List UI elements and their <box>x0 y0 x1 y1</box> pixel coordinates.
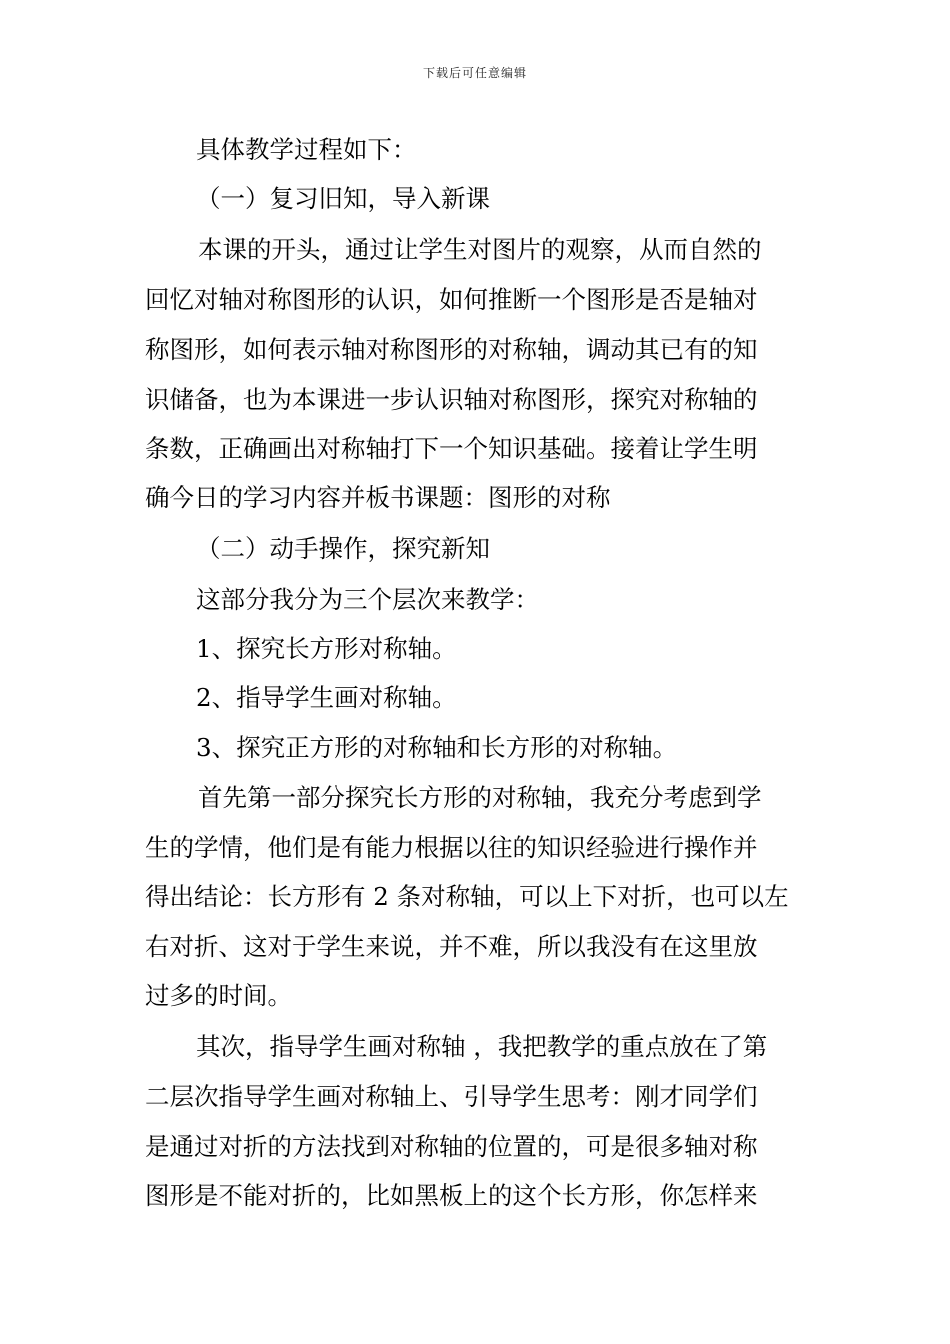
paragraph-line: 是通过对折的方法找到对称轴的位置的，可是很多轴对称 <box>145 1132 758 1161</box>
paragraph-line: 具体教学过程如下： <box>196 135 417 164</box>
paragraph-line: 回忆对轴对称图形的认识，如何推断一个图形是否是轴对 <box>145 285 758 314</box>
list-item: 2、指导学生画对称轴。 <box>196 683 457 712</box>
paragraph-line: 条数，正确画出对称轴打下一个知识基础。接着让学生明 <box>145 434 758 463</box>
paragraph-line: 称图形，如何表示轴对称图形的对称轴，调动其已有的知 <box>145 335 758 364</box>
paragraph-line: 首先第一部分探究长方形的对称轴，我充分考虑到学 <box>198 783 762 812</box>
paragraph-line: 图形是不能对折的，比如黑板上的这个长方形，你怎样来 <box>145 1181 758 1210</box>
page-header: 下载后可任意编辑 <box>422 66 527 80</box>
paragraph-line: 得出结论：长方形有 2 条对称轴，可以上下对折，也可以左 <box>145 882 789 911</box>
paragraph-line: 确今日的学习内容并板书课题：图形的对称 <box>145 483 611 512</box>
paragraph-line: 本课的开头，通过让学生对图片的观察，从而自然的 <box>198 235 762 264</box>
paragraph-line: 其次，指导学生画对称轴 ，我把教学的重点放在了第 <box>196 1032 768 1061</box>
section-heading: （二）动手操作，探究新知 <box>196 534 490 563</box>
paragraph-line: 这部分我分为三个层次来教学： <box>196 585 539 614</box>
paragraph-line: 识储备，也为本课进一步认识轴对称图形，探究对称轴的 <box>145 385 758 414</box>
paragraph-line: 二层次指导学生画对称轴上、引导学生思考：刚才同学们 <box>145 1082 758 1111</box>
paragraph-line: 过多的时间。 <box>145 981 292 1010</box>
list-item: 3、探究正方形的对称轴和长方形的对称轴。 <box>196 733 678 762</box>
paragraph-line: 生的学情，他们是有能力根据以往的知识经验进行操作并 <box>145 833 758 862</box>
list-item: 1、探究长方形对称轴。 <box>196 634 457 663</box>
paragraph-line: 右对折、这对于学生来说，并不难，所以我没有在这里放 <box>145 932 758 961</box>
section-heading: （一）复习旧知，导入新课 <box>196 184 490 213</box>
